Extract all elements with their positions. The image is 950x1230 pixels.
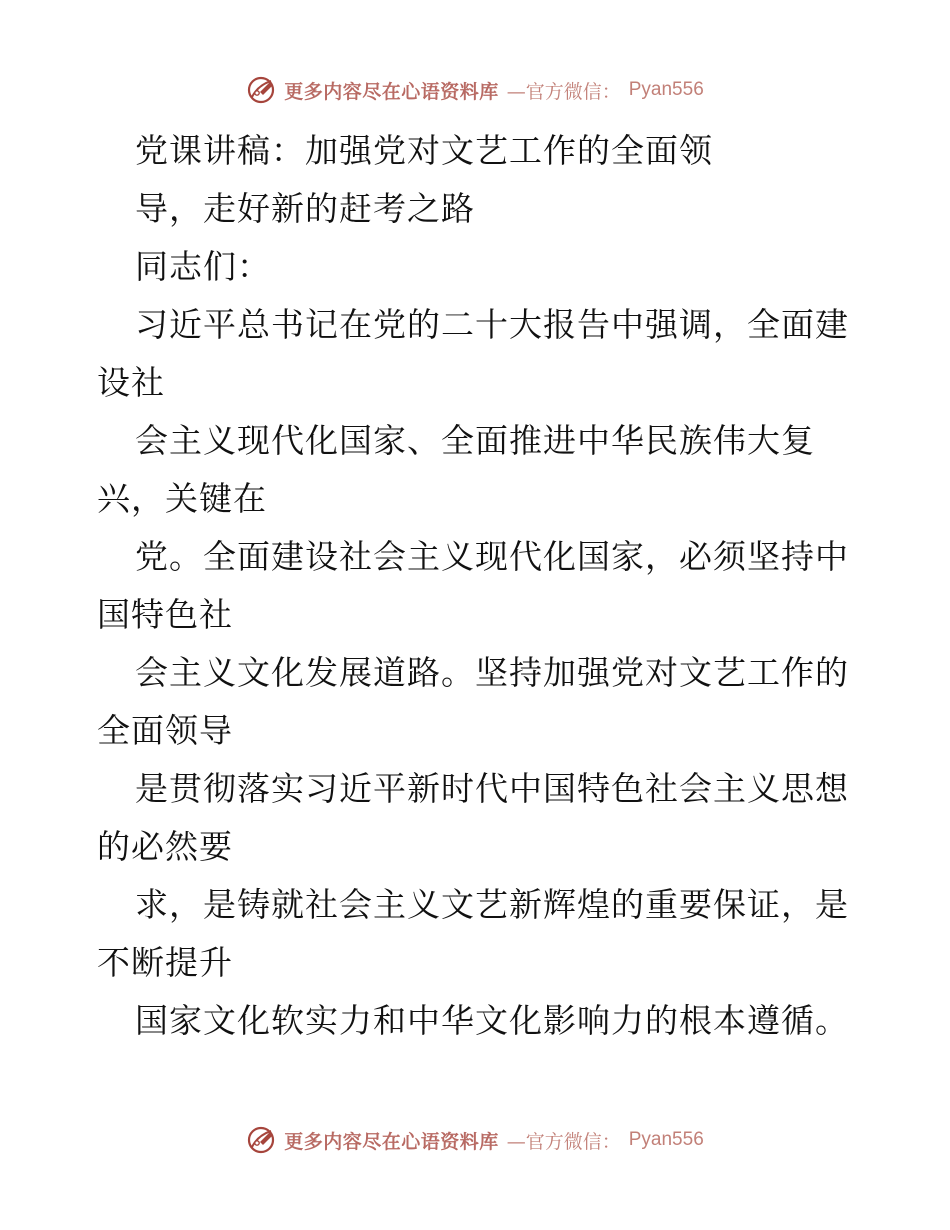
- pen-logo-icon: [246, 75, 276, 105]
- paragraph-line: 会主义文化发展道路。坚持加强党对文艺工作的: [135, 653, 849, 692]
- paragraph-line: 全面领导: [97, 711, 233, 750]
- title-line-1: 党课讲稿：加强党对文艺工作的全面领: [135, 131, 713, 170]
- banner-wechat-id: Pyan556: [628, 79, 704, 100]
- paragraph-line: 求，是铸就社会主义文艺新辉煌的重要保证，是: [135, 885, 849, 924]
- paragraph-line: 是贯彻落实习近平新时代中国特色社会主义思想: [135, 769, 849, 808]
- document-body: [97, 122, 857, 1050]
- pen-logo-icon: [246, 1125, 276, 1155]
- paragraph-line: 兴，关键在: [97, 479, 267, 518]
- paragraph-line: 设社: [97, 363, 165, 402]
- banner-title: 更多内容尽在心语资料库: [284, 80, 499, 103]
- salutation: 同志们：: [135, 247, 271, 286]
- banner-wechat-id: Pyan556: [628, 1129, 704, 1150]
- paragraph-line: 国家文化软实力和中华文化影响力的根本遵循。: [135, 1001, 849, 1040]
- title-line-2: 导，走好新的赶考之路: [135, 189, 475, 228]
- paragraph-line: 不断提升: [97, 943, 233, 982]
- paragraph-line: 习近平总书记在党的二十大报告中强调，全面建: [135, 305, 849, 344]
- paragraph-line: 会主义现代化国家、全面推进中华民族伟大复: [135, 421, 815, 460]
- paragraph-line: 的必然要: [97, 827, 233, 866]
- paragraph-line: 国特色社: [97, 595, 233, 634]
- paragraph-line: 党。全面建设社会主义现代化国家，必须坚持中: [135, 537, 849, 576]
- footer-banner: [0, 1120, 950, 1160]
- banner-title: 更多内容尽在心语资料库: [284, 1130, 499, 1153]
- header-banner: [0, 70, 950, 110]
- banner-contact-label: —官方微信：: [506, 1130, 621, 1153]
- banner-contact-label: —官方微信：: [506, 80, 621, 103]
